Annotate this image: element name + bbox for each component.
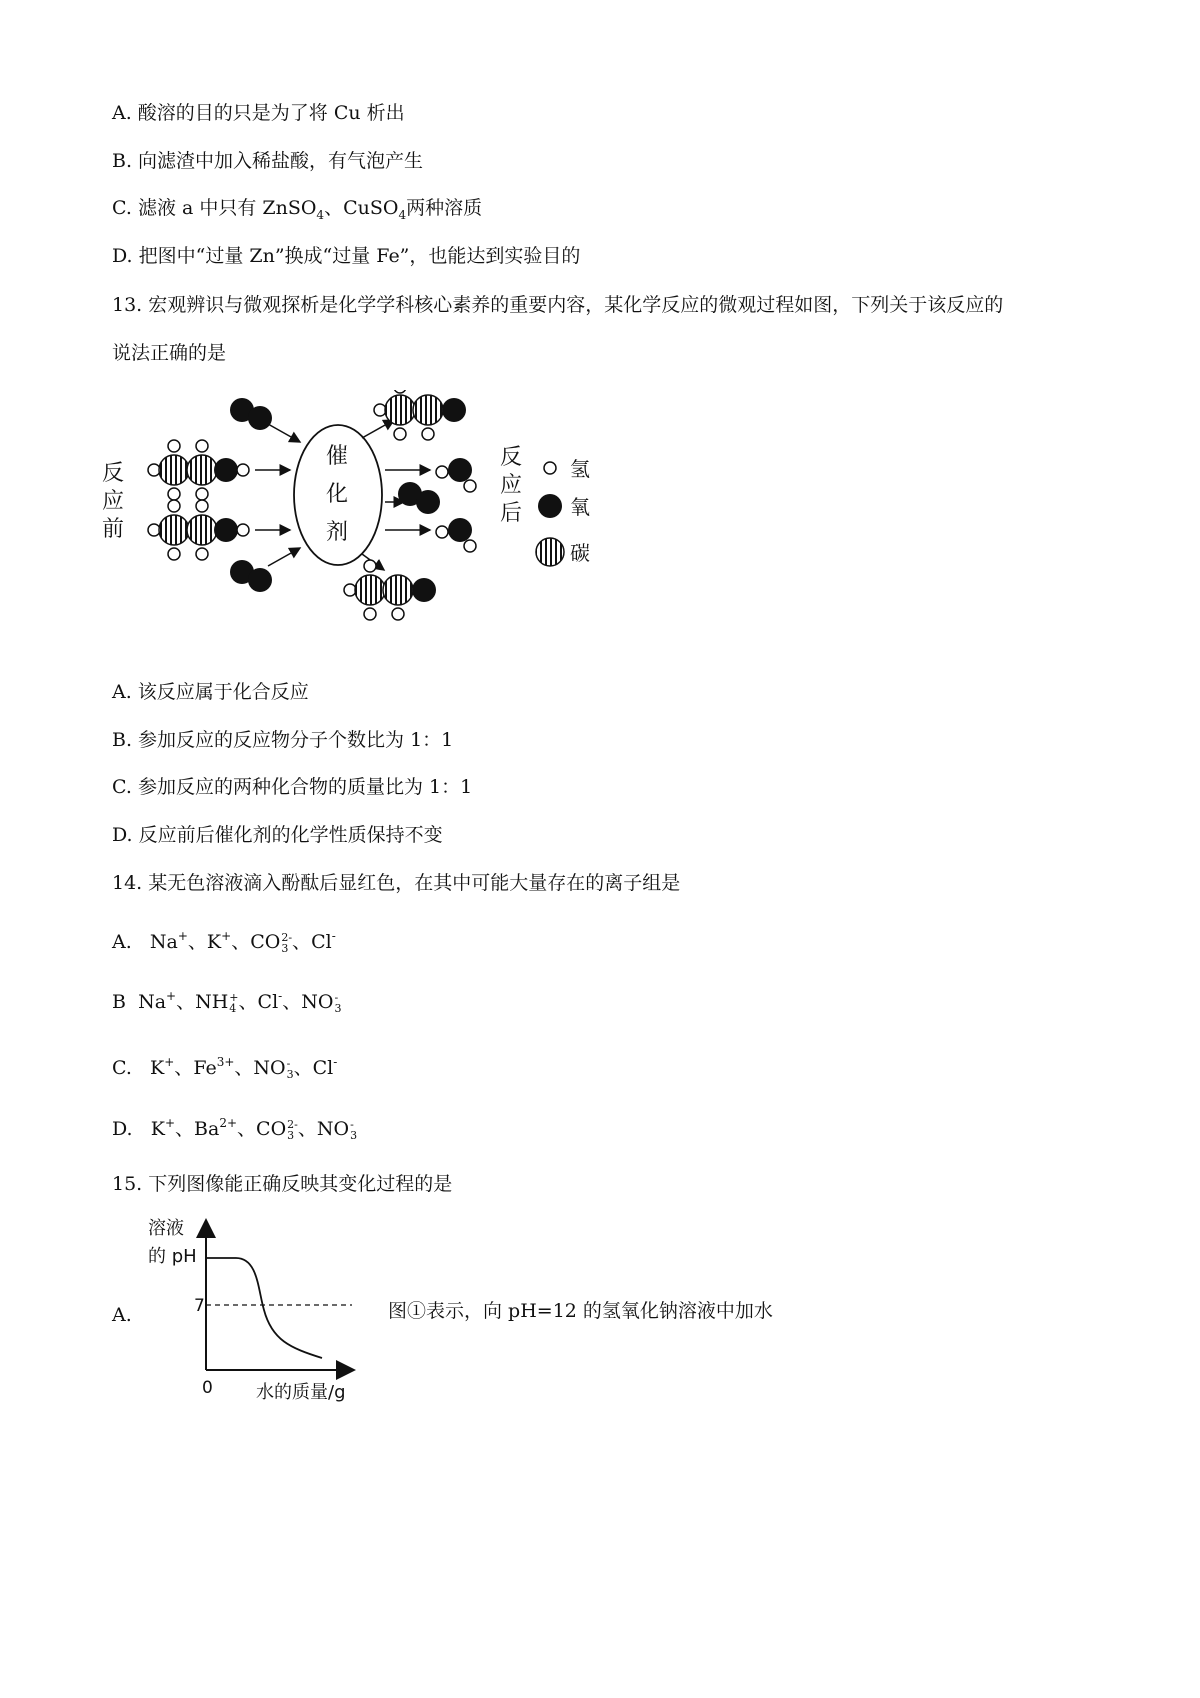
- y-axis-label-2: 的 pH: [148, 1246, 197, 1267]
- ion-symbol: CO: [256, 1118, 287, 1140]
- subscript: 4: [229, 1002, 237, 1015]
- q14-option-c: [112, 1056, 337, 1080]
- subscript: 4: [316, 208, 325, 222]
- after-label-1: 反: [500, 445, 523, 470]
- ion-symbol: Fe: [193, 1057, 217, 1079]
- q14-option-a: [112, 930, 336, 954]
- before-label-1: 反: [102, 461, 125, 486]
- oxygen-molecule: [230, 560, 272, 592]
- q12-option-c: [112, 199, 482, 221]
- separator: 、: [238, 991, 258, 1013]
- ion-symbol: NO: [253, 1057, 286, 1079]
- ion-symbol: Cl: [312, 1057, 334, 1079]
- separator: 、: [237, 1118, 257, 1140]
- q14-option-b: [112, 990, 341, 1014]
- before-label-3: 前: [102, 517, 125, 542]
- separator: 、: [293, 1057, 313, 1079]
- separator: 、: [234, 1057, 254, 1079]
- ion-symbol: NO: [316, 1118, 350, 1140]
- oxygen-molecule: [230, 398, 272, 430]
- charge: +: [164, 1055, 175, 1069]
- ion-symbol: NH: [195, 991, 229, 1013]
- separator: 、: [297, 1118, 317, 1140]
- q13-option-d: D. 反应前后催化剂的化学性质保持不变: [112, 824, 443, 846]
- arrow: [268, 548, 300, 566]
- subscript: 3: [350, 1129, 358, 1142]
- q14-option-d: [112, 1117, 357, 1141]
- separator: 、: [282, 991, 302, 1013]
- origin-label: 0: [202, 1378, 213, 1398]
- ph-curve: [206, 1258, 322, 1358]
- charge: -: [278, 989, 283, 1003]
- q13-option-a: A. 该反应属于化合反应: [112, 681, 309, 703]
- charge: +: [177, 929, 188, 943]
- ion-symbol: CO: [250, 931, 281, 953]
- organic-molecule: [148, 440, 249, 500]
- ion-symbol: K: [150, 1118, 165, 1140]
- subscript: 3: [281, 942, 289, 955]
- reaction-diagram: [100, 390, 660, 640]
- ph-graph: [140, 1210, 380, 1410]
- charge: 2-: [281, 931, 293, 944]
- option-label: C.: [112, 1057, 132, 1079]
- q12-option-c-text-2: 、CuSO: [324, 197, 399, 219]
- charge: -: [331, 929, 336, 943]
- q12-option-d: D. 把图中“过量 Zn”换成“过量 Fe”，也能达到实验目的: [112, 245, 581, 267]
- catalyst-label-2: 化: [326, 482, 349, 507]
- catalyst-label-1: 催: [326, 444, 349, 469]
- ion-symbol: Ba: [194, 1118, 220, 1140]
- hydrogen-legend-icon: [544, 462, 556, 474]
- after-label-2: 应: [500, 473, 523, 498]
- q15-stem: 15. 下列图像能正确反映其变化过程的是: [112, 1173, 453, 1195]
- ion-symbol: K: [206, 931, 222, 953]
- q12-option-c-text-1: C. 滤液 a 中只有 ZnSO: [112, 197, 317, 219]
- subscript: 3: [334, 1002, 342, 1015]
- y-tick-7: 7: [194, 1296, 205, 1316]
- charge: +: [166, 989, 177, 1003]
- organic-molecule: [374, 390, 466, 440]
- charge: +: [229, 991, 239, 1004]
- charge: -: [350, 1118, 354, 1131]
- before-label-2: 应: [102, 489, 125, 514]
- option-label: B: [112, 991, 126, 1013]
- separator: 、: [292, 931, 312, 953]
- organic-molecule: [148, 500, 249, 560]
- charge: 2+: [219, 1116, 238, 1130]
- ion-symbol: Cl: [311, 931, 332, 953]
- charge: 2-: [287, 1118, 298, 1131]
- separator: 、: [176, 991, 196, 1013]
- arrow: [362, 420, 394, 438]
- ion-symbol: Na: [149, 931, 178, 953]
- after-label-3: 后: [500, 501, 523, 526]
- charge: -: [333, 1055, 338, 1069]
- q13-option-b: B. 参加反应的反应物分子个数比为 1：1: [112, 729, 454, 751]
- subscript: 3: [287, 1129, 295, 1142]
- charge: 3+: [216, 1055, 235, 1069]
- q12-option-c-text-3: 两种溶质: [406, 197, 483, 219]
- q15-option-a-label: A.: [112, 1304, 132, 1326]
- separator: 、: [187, 931, 207, 953]
- legend-oxygen: 氧: [570, 495, 590, 519]
- charge: -: [334, 991, 339, 1004]
- subscript: 3: [286, 1068, 294, 1081]
- subscript: 4: [398, 208, 407, 222]
- option-label: A.: [112, 931, 132, 953]
- q13-stem-line-1: 13. 宏观辨识与微观探析是化学学科核心素养的重要内容，某化学反应的微观过程如图，下列关于该反应的: [112, 294, 1004, 316]
- ion-symbol: K: [150, 1057, 165, 1079]
- charge: +: [164, 1116, 175, 1130]
- oxygen-legend-icon: [538, 494, 562, 518]
- separator: 、: [231, 931, 251, 953]
- water-molecule: [436, 458, 476, 492]
- ion-symbol: NO: [301, 991, 334, 1013]
- water-molecule: [436, 518, 476, 552]
- separator: 、: [174, 1057, 194, 1079]
- q12-option-b: B. 向滤渣中加入稀盐酸，有气泡产生: [112, 150, 424, 172]
- ion-symbol: Na: [138, 991, 167, 1013]
- legend-hydrogen: 氢: [570, 457, 590, 481]
- oxygen-molecule: [398, 482, 440, 514]
- carbon-legend-icon: [536, 538, 564, 566]
- q12-option-a: A. 酸溶的目的只是为了将 Cu 析出: [112, 102, 405, 124]
- ion-symbol: Cl: [257, 991, 279, 1013]
- q15-option-a-description: 图①表示，向 pH=12 的氢氧化钠溶液中加水: [388, 1300, 773, 1322]
- catalyst-label-3: 剂: [326, 520, 349, 545]
- option-label: D.: [112, 1118, 133, 1140]
- charge: +: [221, 929, 232, 943]
- separator: 、: [175, 1118, 195, 1140]
- arrow: [268, 424, 300, 442]
- q13-stem-line-2: 说法正确的是: [112, 342, 227, 364]
- y-axis-label-1: 溶液: [148, 1218, 184, 1239]
- charge: -: [286, 1057, 291, 1070]
- x-axis-label: 水的质量/g: [256, 1382, 346, 1403]
- q13-option-c: C. 参加反应的两种化合物的质量比为 1：1: [112, 776, 473, 798]
- legend-carbon: 碳: [570, 541, 590, 565]
- organic-molecule: [344, 560, 436, 620]
- q14-stem: 14. 某无色溶液滴入酚酞后显红色，在其中可能大量存在的离子组是: [112, 872, 681, 894]
